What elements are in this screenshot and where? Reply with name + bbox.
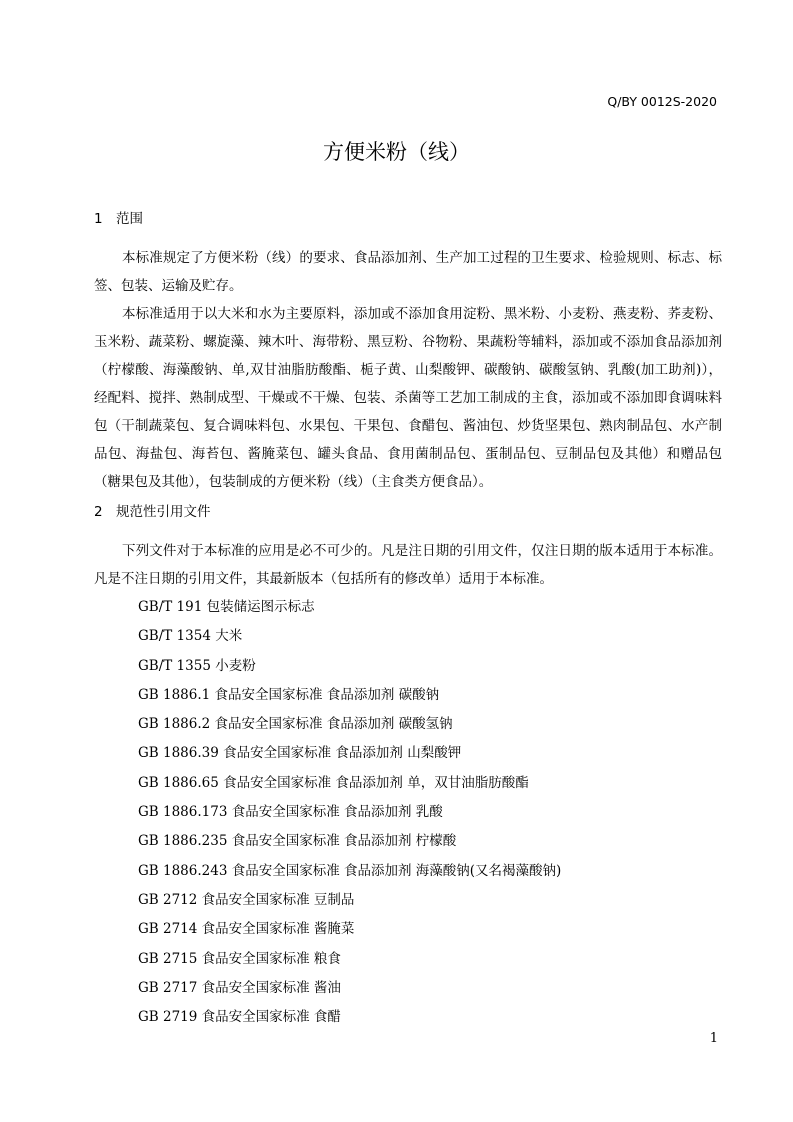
reference-list bbox=[138, 593, 561, 1032]
standard-code: Q/BY 0012S-2020 bbox=[607, 94, 717, 109]
reference-item: GB 1886.2 食品安全国家标准 食品添加剂 碳酸氢钠 bbox=[138, 716, 453, 733]
section-heading-scope bbox=[94, 207, 143, 227]
scope-paragraph-2: 本标准适用于以大米和水为主要原料，添加或不添加食用淀粉、黑米粉、小麦粉、燕麦粉、荞麦粉、玉米粉、蔬菜粉、螺旋藻、辣木叶、海带粉、黑豆粉、谷物粉、果蔬粉等辅料，添加或不添加食品添加剂（柠檬酸、海藻酸钠、单,双甘油脂肪酸酯、栀子黄、山梨酸钾、碳酸钠、碳酸氢钠、乳酸(加工助剂)），经配料、搅拌、熟制成型、干燥或不干燥、包装、杀菌等工艺加工制成的主食，添加或不添加即食调味料包（干制蔬菜包、复合调味料包、水果包、干果包、食醋包、酱油包、炒货坚果包、熟肉制品包、水产制品包、海盐包、海苔包、酱腌菜包、罐头食品、食用菌制品包、蛋制品包、豆制品包及其他）和赠品包（糖果包及其他），包装制成的方便米粉（线）（主食类方便食品）。 bbox=[94, 306, 722, 490]
reference-item: GB 1886.1 食品安全国家标准 食品添加剂 碳酸钠 bbox=[138, 686, 440, 703]
reference-item: GB 1886.235 食品安全国家标准 食品添加剂 柠檬酸 bbox=[138, 833, 457, 850]
reference-item: GB 2717 食品安全国家标准 酱油 bbox=[138, 979, 341, 996]
reference-item: GB 1886.65 食品安全国家标准 食品添加剂 单，双甘油脂肪酸酯 bbox=[138, 774, 529, 791]
section-number: 2 bbox=[94, 504, 103, 520]
reference-item: GB 1886.243 食品安全国家标准 食品添加剂 海藻酸钠(又名褐藻酸钠) bbox=[138, 862, 562, 879]
section-title: 范围 bbox=[116, 211, 143, 227]
reference-item: GB 2715 食品安全国家标准 粮食 bbox=[138, 950, 341, 967]
reference-item: GB 1886.173 食品安全国家标准 食品添加剂 乳酸 bbox=[138, 804, 443, 821]
reference-item: GB/T 1355 小麦粉 bbox=[138, 657, 256, 674]
reference-item: GB/T 191 包装储运图示标志 bbox=[138, 599, 315, 615]
document-title: 方便米粉（线） bbox=[323, 140, 470, 164]
reference-item: GB 2712 食品安全国家标准 豆制品 bbox=[138, 891, 355, 908]
references-intro-paragraph: 下列文件对于本标准的应用是必不可少的。凡是注日期的引用文件，仅注日期的版本适用于本标准。凡是不注日期的引用文件，其最新版本（包括所有的修改单）适用于本标准。 bbox=[94, 543, 722, 587]
scope-paragraph-1: 本标准规定了方便米粉（线）的要求、食品添加剂、生产加工过程的卫生要求、检验规则、标志、标签、包装、运输及贮存。 bbox=[94, 250, 722, 294]
page-number: 1 bbox=[709, 1031, 718, 1046]
section-heading-normative-references bbox=[94, 500, 211, 520]
section-title: 规范性引用文件 bbox=[116, 504, 211, 520]
reference-item: GB 2719 食品安全国家标准 食醋 bbox=[138, 1009, 341, 1026]
section-number: 1 bbox=[94, 211, 103, 227]
reference-item: GB/T 1354 大米 bbox=[138, 628, 243, 645]
reference-item: GB 2714 食品安全国家标准 酱腌菜 bbox=[138, 921, 355, 938]
reference-item: GB 1886.39 食品安全国家标准 食品添加剂 山梨酸钾 bbox=[138, 745, 462, 762]
